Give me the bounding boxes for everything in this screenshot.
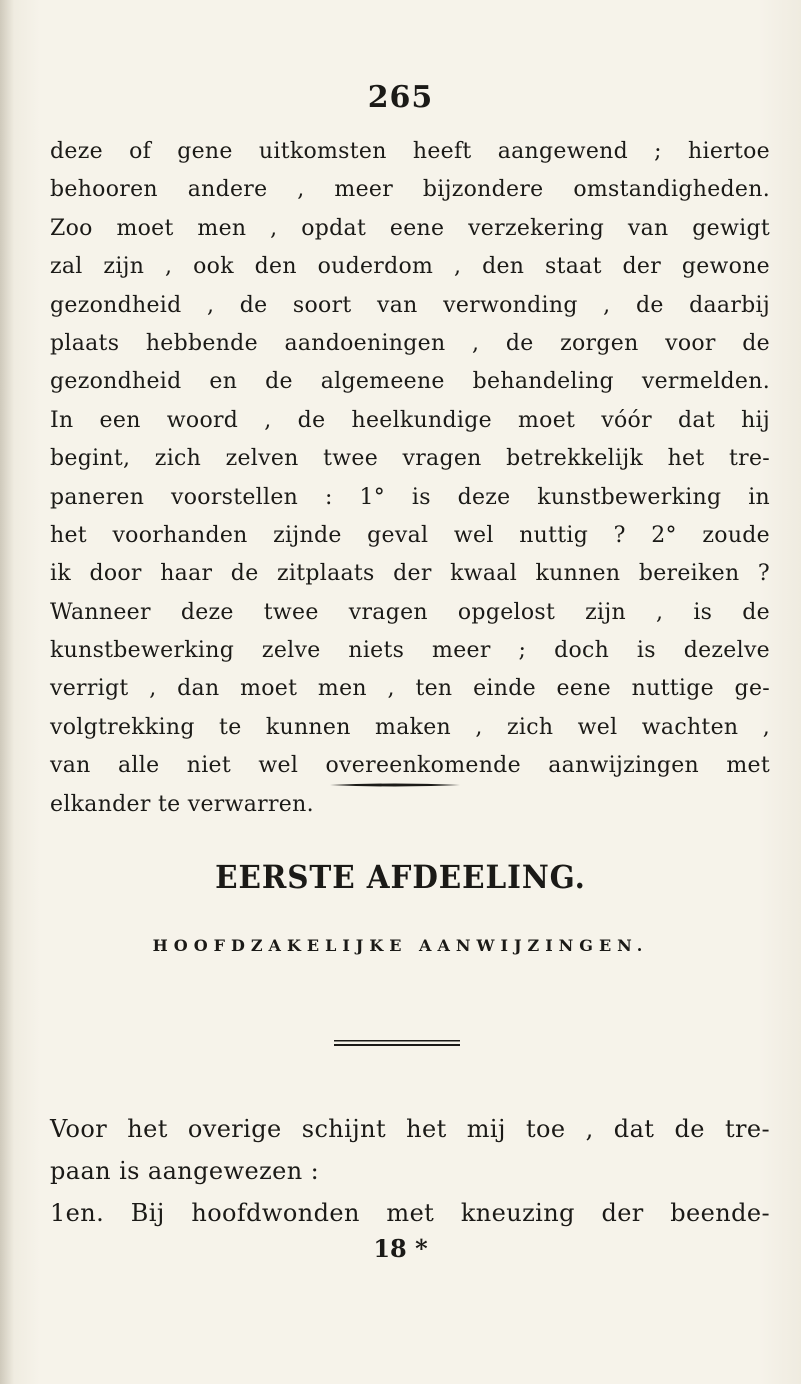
text-line: plaats hebbende aandoeningen , de zorgen voor de <box>50 330 770 356</box>
text-line: Voor het overige schijnt het mij toe , dat de tre- <box>50 1115 770 1143</box>
text-line: van alle niet wel overeenkomende aanwijzingen met <box>50 753 770 779</box>
section-title: EERSTE AFDEELING. <box>215 858 586 896</box>
text-line: zal zijn , ook den ouderdom , den staat der gewone <box>50 254 770 280</box>
text-line: kunstbewerking zelve niets meer ; doch is dezelve <box>50 638 770 664</box>
text-line: volgtrekking te kunnen maken , zich wel wachten , <box>50 714 770 740</box>
text-line: begint, zich zelven twee vragen betrekkelijk het tre- <box>50 446 770 472</box>
page-number: 265 <box>367 80 434 115</box>
double-rule-divider <box>334 1039 460 1047</box>
paragraph-1 <box>50 133 770 824</box>
text-line: het voorhanden zijnde geval wel nuttig ? 2° zoude <box>50 522 770 548</box>
section-subtitle: HOOFDZAKELIJKE AANWIJZINGEN. <box>152 936 649 955</box>
text-line: gezondheid , de soort van verwonding , de daarbij <box>50 292 770 318</box>
page-gutter-shadow <box>0 0 14 1384</box>
text-line: gezondheid en de algemeene behandeling vermelden. <box>50 369 770 395</box>
text-line: ik door haar de zitplaats der kwaal kunnen bereiken ? <box>50 561 770 587</box>
text-line: In een woord , de heelkundige moet vóór dat hij <box>50 407 770 433</box>
signature-mark: 18 * <box>373 1234 428 1263</box>
paragraph-2 <box>50 1108 770 1234</box>
ornamental-rule <box>330 782 460 788</box>
text-line: 1en. Bij hoofdwonden met kneuzing der beende- <box>50 1199 770 1227</box>
text-line: verrigt , dan moet men , ten einde eene nuttige ge- <box>50 676 770 702</box>
text-line: paneren voorstellen : 1° is deze kunstbewerking in <box>50 484 770 510</box>
text-line: behooren andere , meer bijzondere omstandigheden. <box>50 177 770 203</box>
text-line: elkander te verwarren. <box>50 791 314 817</box>
text-line: Wanneer deze twee vragen opgelost zijn , is de <box>50 599 770 625</box>
text-line: paan is aangewezen : <box>50 1157 320 1185</box>
text-line: deze of gene uitkomsten heeft aangewend ; hiertoe <box>50 139 770 164</box>
text-line: Zoo moet men , opdat eene verzekering van gewigt <box>50 215 770 241</box>
